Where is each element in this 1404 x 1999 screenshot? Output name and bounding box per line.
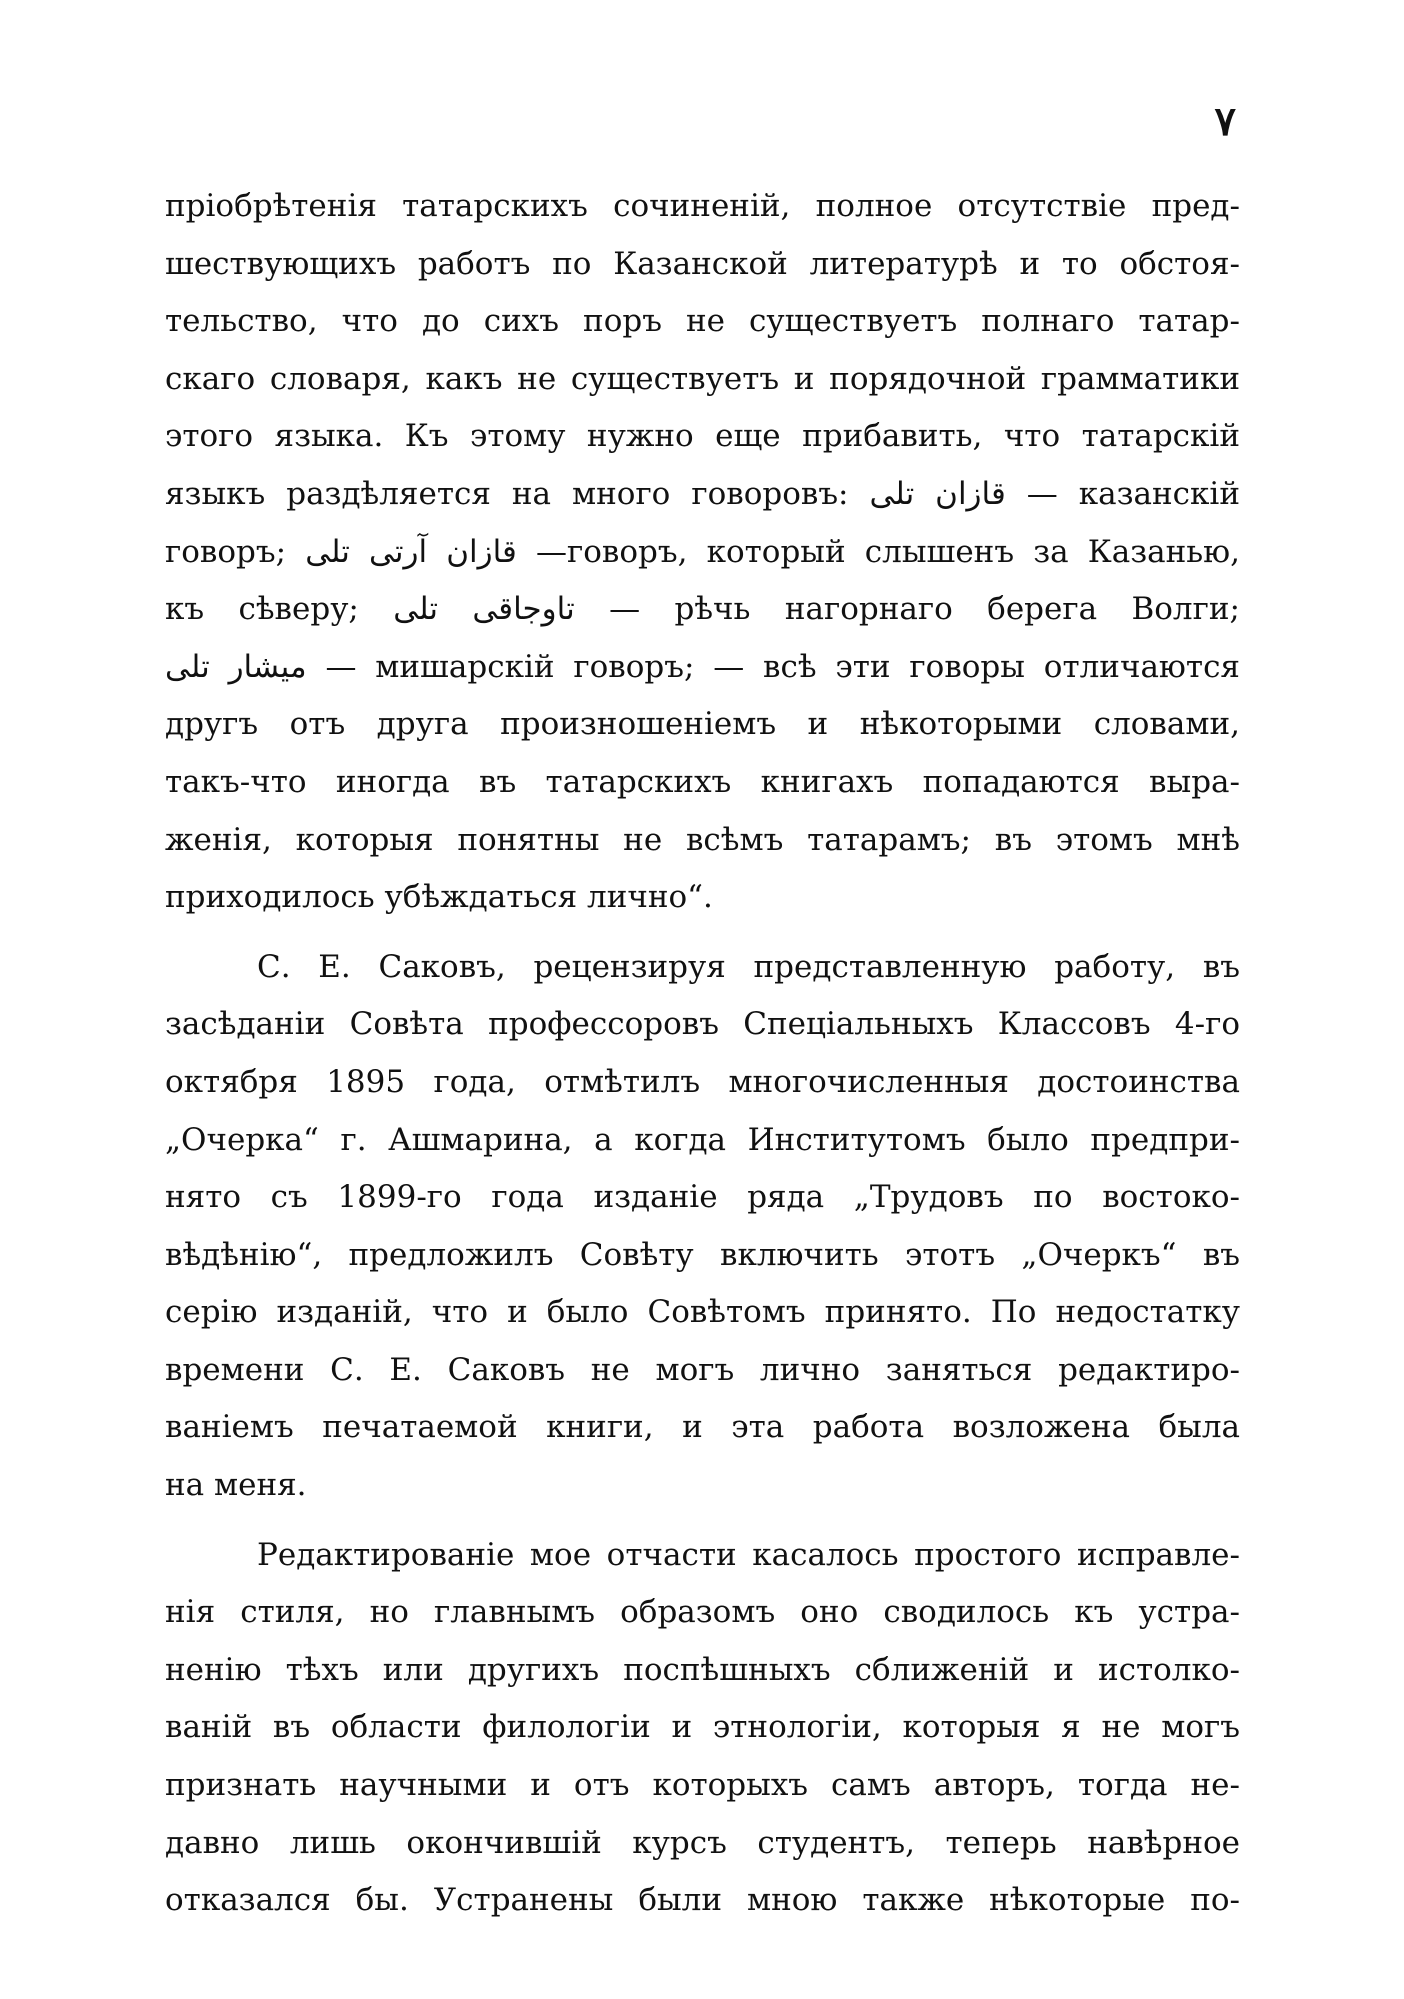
text-line: времени С. Е. Саковъ не могъ лично заняться редактиро-: [165, 1351, 1240, 1388]
text-line: къ сѣверу; تاوجاقى تلى — рѣчь нагорнаго берега Волги;: [165, 591, 1240, 628]
page-number: ٧: [1214, 98, 1236, 145]
text-line: говоръ; قازان آرتى تلى —говоръ, который слышенъ за Казанью,: [165, 533, 1240, 570]
text-line: отказался бы. Устранены были мною также нѣкоторые по-: [165, 1882, 1240, 1919]
text-line: вѣдѣнію“, предложилъ Совѣту включить этотъ „Очеркъ“ въ: [165, 1236, 1240, 1273]
text-line: ваніемъ печатаемой книги, и эта работа возложена была: [165, 1409, 1240, 1446]
text-line: приходилось убѣждаться лично“.: [165, 879, 713, 916]
text-line: тельство, что до сихъ поръ не существуетъ полнаго татар-: [165, 303, 1240, 340]
text-line: давно лишь окончившій курсъ студентъ, теперь навѣрное: [165, 1824, 1240, 1861]
text-line: признать научными и отъ которыхъ самъ авторъ, тогда не-: [165, 1767, 1240, 1804]
text-line: такъ-что иногда въ татарскихъ книгахъ попадаются выра-: [165, 763, 1240, 800]
text-line: С. Е. Саковъ, рецензируя представленную работу, въ: [257, 948, 1240, 985]
paragraph-1: [165, 178, 1240, 927]
text-line: другъ отъ друга произношеніемъ и нѣкоторыми словами,: [165, 706, 1240, 743]
text-line: октября 1895 года, отмѣтилъ многочисленныя достоинства: [165, 1063, 1240, 1100]
text-line: языкъ раздѣляется на много говоровъ: قازان تلى — казанскій: [165, 475, 1240, 512]
text-line: „Очерка“ г. Ашмарина, а когда Институтомъ было предпри-: [165, 1121, 1240, 1158]
text-line: пріобрѣтенія татарскихъ сочиненій, полное отсутствіе пред-: [165, 188, 1240, 224]
text-line: ненію тѣхъ или другихъ поспѣшныхъ сближеній и истолко-: [165, 1651, 1240, 1688]
text-line: шествующихъ работъ по Казанской литературѣ и то обстоя-: [165, 245, 1240, 282]
body-text: [165, 178, 1240, 1930]
text-line: на меня.: [165, 1467, 307, 1504]
text-line: засѣданіи Совѣта профессоровъ Спеціальныхъ Классовъ 4-го: [165, 1006, 1240, 1043]
text-line: Редактированіе мое отчасти касалось простого исправле-: [257, 1536, 1240, 1573]
paragraph-3: [165, 1527, 1240, 1930]
paragraph-2: [165, 939, 1240, 1515]
text-line: ваній въ области филологіи и этнологіи, которыя я не могъ: [165, 1709, 1240, 1746]
text-line: нія стиля, но главнымъ образомъ оно сводилось къ устра-: [165, 1594, 1240, 1631]
text-line: женія, которыя понятны не всѣмъ татарамъ; въ этомъ мнѣ: [165, 821, 1240, 858]
text-line: этого языка. Къ этому нужно еще прибавить, что татарскій: [165, 418, 1240, 455]
text-line: скаго словаря, какъ не существуетъ и порядочной грамматики: [165, 360, 1240, 397]
text-line: میشار تلى — мишарскій говоръ; — всѣ эти говоры отличаются: [165, 648, 1240, 685]
text-line: нято съ 1899-го года изданіе ряда „Трудовъ по востоко-: [165, 1179, 1240, 1216]
text-line: серію изданій, что и было Совѣтомъ принято. По недостатку: [165, 1294, 1240, 1331]
